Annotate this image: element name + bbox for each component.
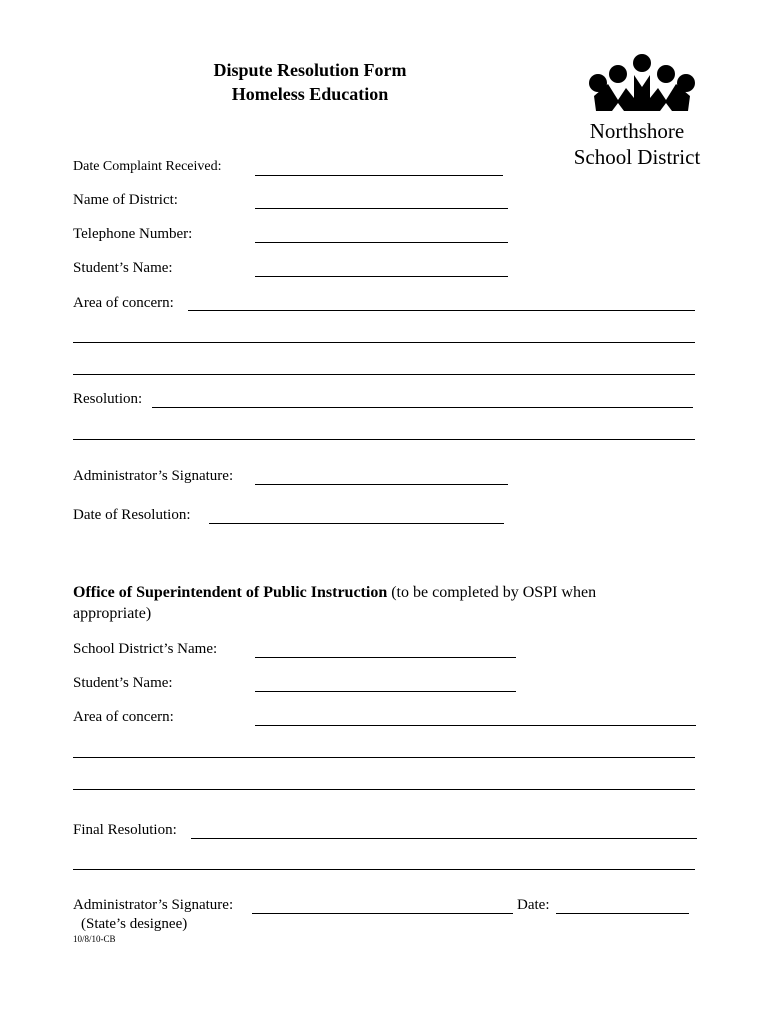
- date-of-resolution-label: Date of Resolution:: [73, 507, 191, 523]
- area-of-concern-line-3[interactable]: [73, 374, 695, 375]
- ospi-students-name-field[interactable]: [255, 691, 516, 692]
- date-of-resolution-field[interactable]: [209, 523, 504, 524]
- administrators-signature-field[interactable]: [255, 484, 508, 485]
- logo-line1: Northshore: [589, 119, 685, 143]
- resolution-line-2[interactable]: [73, 439, 695, 440]
- form-title-line1: Dispute Resolution Form: [213, 60, 407, 80]
- form-code: 10/8/10-CB: [73, 934, 116, 944]
- form-title-line2: Homeless Education: [231, 84, 389, 104]
- area-of-concern-field[interactable]: [188, 310, 695, 311]
- school-districts-name-field[interactable]: [255, 657, 516, 658]
- name-of-district-label: Name of District:: [73, 192, 178, 208]
- ospi-students-name-label: Student’s Name:: [73, 675, 173, 691]
- ospi-area-of-concern-line-3[interactable]: [73, 789, 695, 790]
- area-of-concern-line-2[interactable]: [73, 342, 695, 343]
- ospi-administrators-signature-field[interactable]: [252, 913, 513, 914]
- ospi-date-label: Date:: [517, 897, 550, 913]
- final-resolution-line-2[interactable]: [73, 869, 695, 870]
- ospi-heading-rest: (to be completed by OSPI when: [387, 584, 597, 601]
- resolution-label: Resolution:: [73, 391, 143, 407]
- ospi-administrators-signature-label: Administrator’s Signature:: [73, 897, 234, 913]
- final-resolution-field[interactable]: [191, 838, 697, 839]
- name-of-district-field[interactable]: [255, 208, 508, 209]
- northshore-logo-icon: [588, 53, 696, 113]
- ospi-area-of-concern-label: Area of concern:: [73, 709, 174, 725]
- students-name-field[interactable]: [255, 276, 508, 277]
- telephone-number-label: Telephone Number:: [73, 226, 193, 242]
- administrators-signature-label: Administrator’s Signature:: [73, 468, 234, 484]
- date-complaint-received-field[interactable]: [255, 175, 503, 176]
- ospi-heading-bold: Office of Superintendent of Public Instruction: [73, 584, 388, 601]
- resolution-field[interactable]: [152, 407, 693, 408]
- students-name-label: Student’s Name:: [73, 260, 173, 276]
- area-of-concern-label: Area of concern:: [73, 295, 174, 311]
- date-complaint-received-label: Date Complaint Received:: [73, 159, 222, 174]
- logo-line2: School District: [573, 145, 701, 169]
- school-districts-name-label: School District’s Name:: [73, 641, 218, 657]
- ospi-date-field[interactable]: [556, 913, 689, 914]
- ospi-area-of-concern-line-2[interactable]: [73, 757, 695, 758]
- ospi-area-of-concern-field[interactable]: [255, 725, 696, 726]
- telephone-number-field[interactable]: [255, 242, 508, 243]
- ospi-heading-line2: appropriate): [73, 605, 152, 622]
- final-resolution-label: Final Resolution:: [73, 822, 177, 838]
- states-designee-label: (State’s designee): [81, 916, 188, 932]
- ospi-heading: [73, 583, 596, 603]
